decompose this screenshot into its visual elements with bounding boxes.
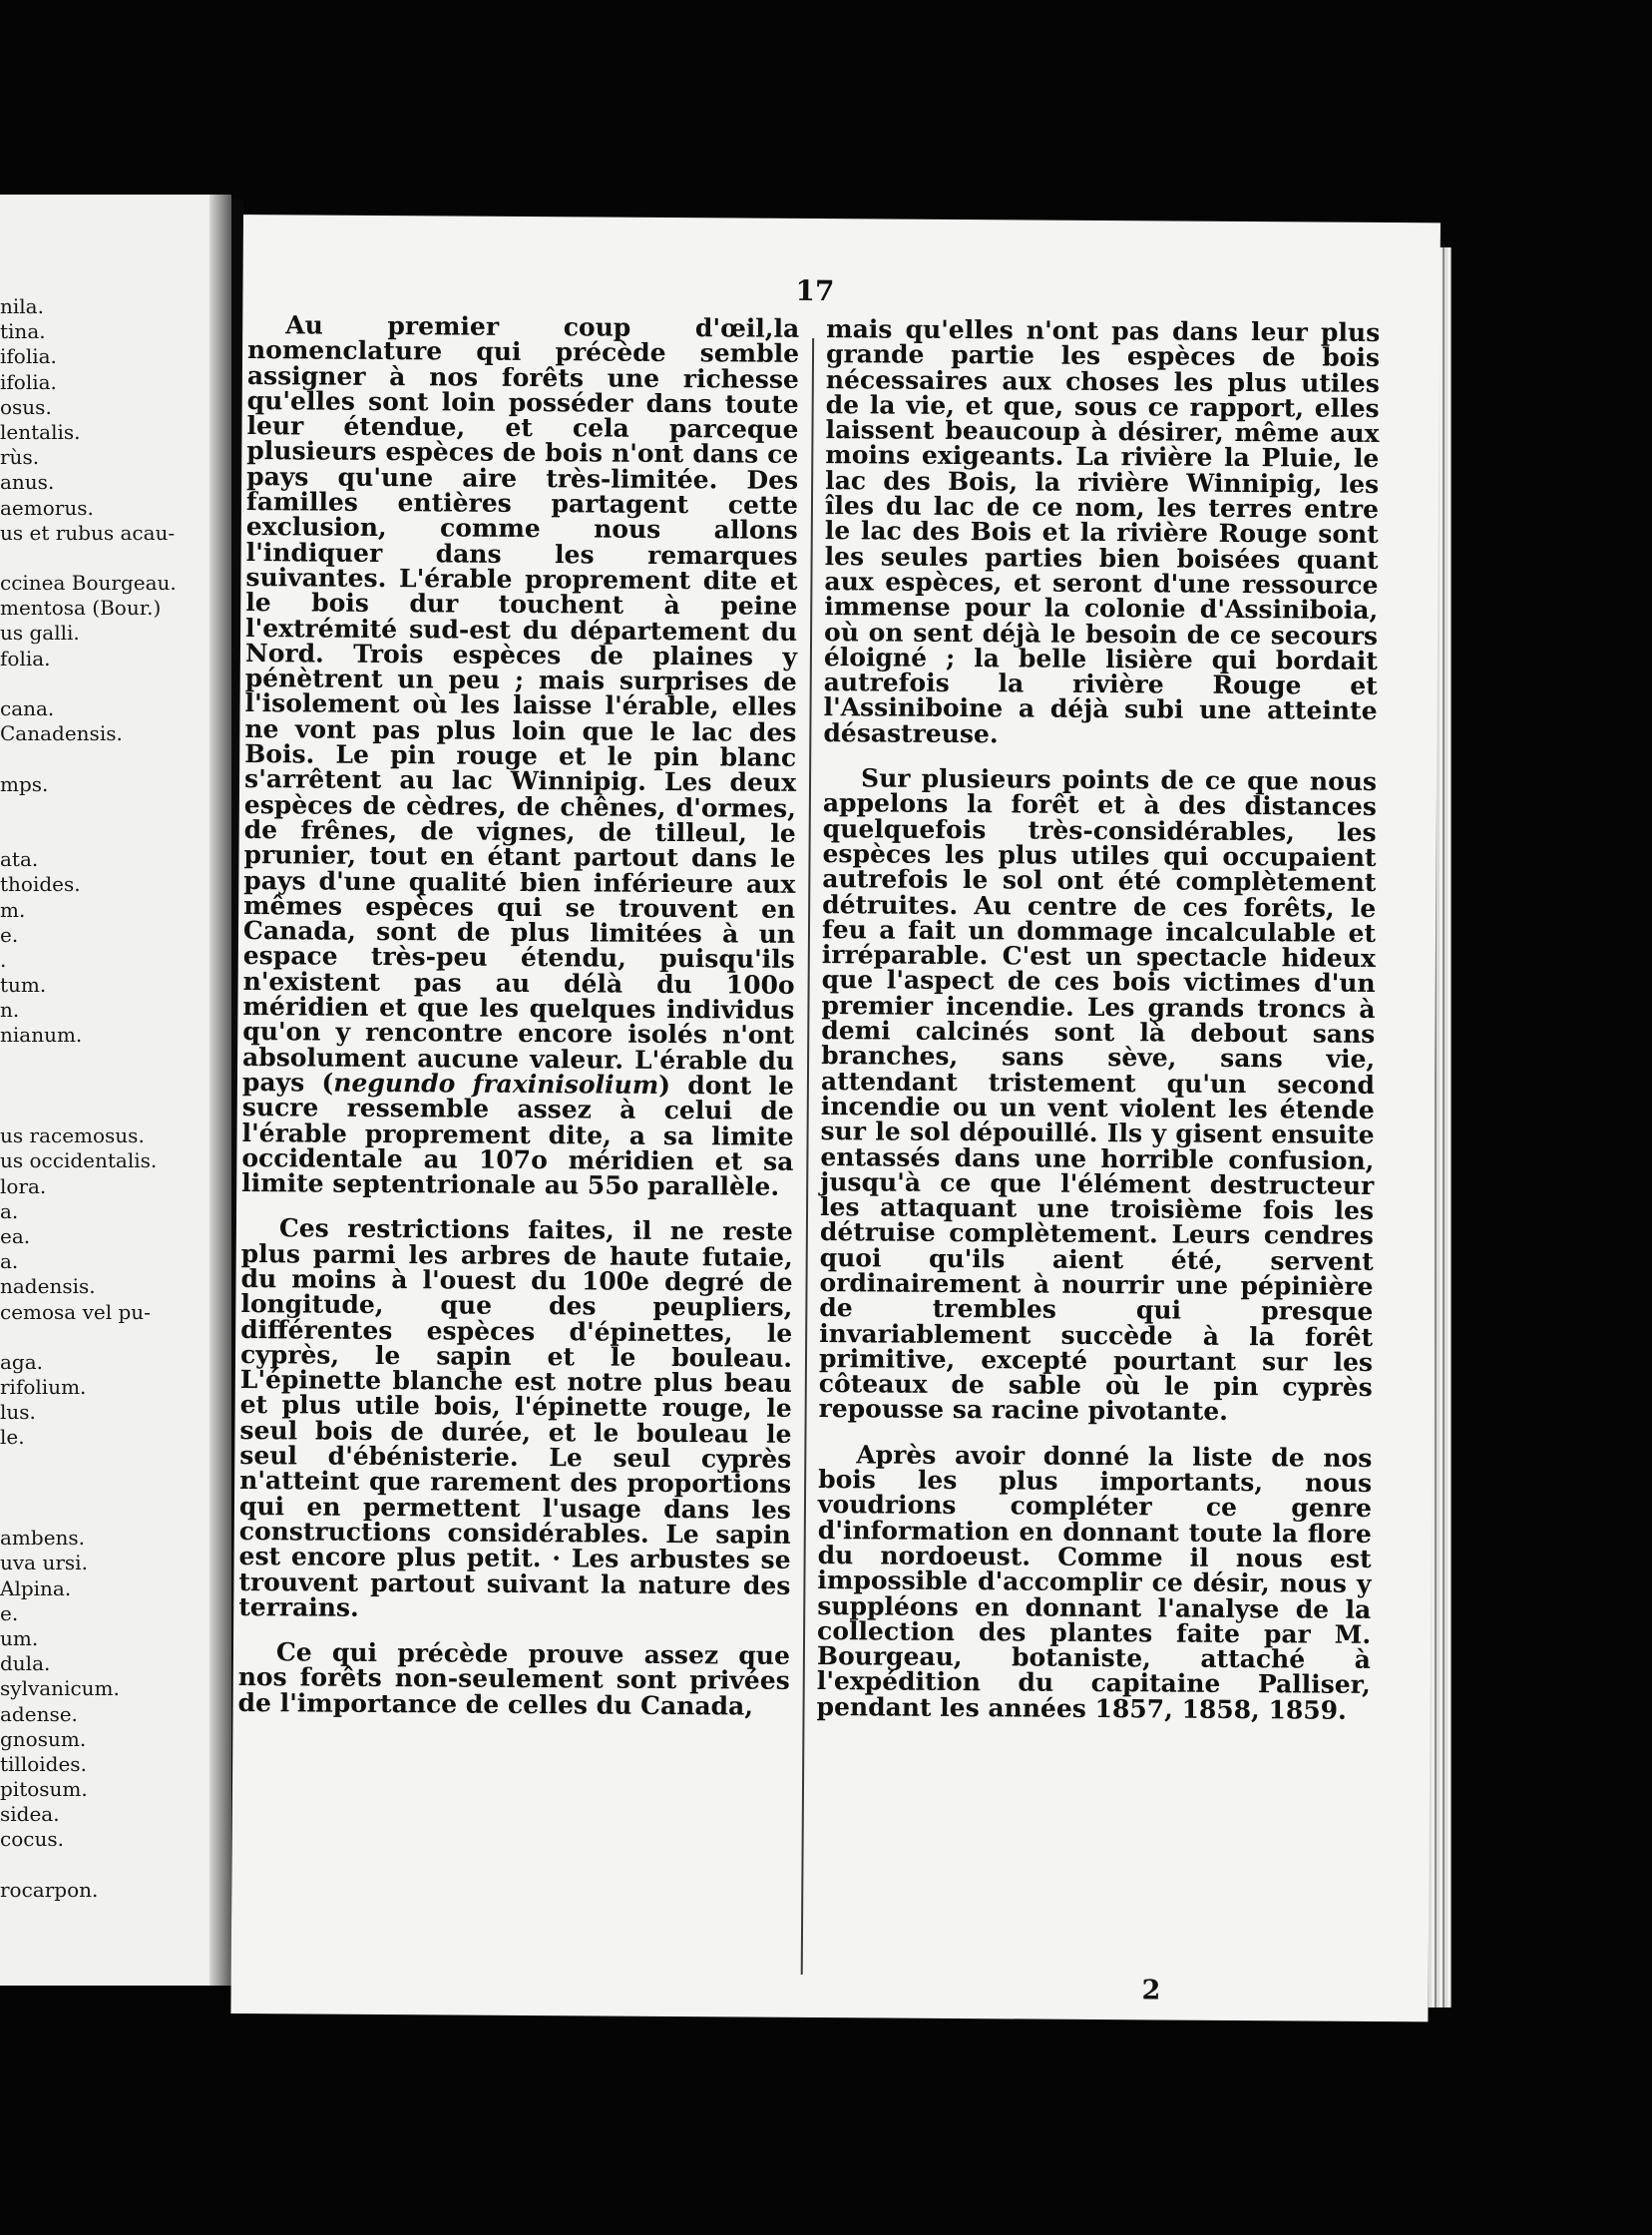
species-list-fragment	[0, 294, 209, 1903]
fragment-line	[0, 1049, 209, 1074]
fragment-line: aga.	[0, 1349, 44, 1374]
fragment-line: m.	[0, 897, 26, 922]
fragment-line: .	[0, 947, 7, 972]
fragment-line: us et rubus acau-	[0, 520, 176, 545]
fragment-line: sidea.	[0, 1802, 60, 1827]
fragment-line: gnosum.	[0, 1726, 87, 1751]
fragment-line	[0, 797, 209, 822]
fragment-line	[0, 671, 209, 696]
fragment-line: mentosa (Bour.)	[0, 596, 162, 621]
fragment-line: a.	[0, 1198, 19, 1223]
fragment-line: lora.	[0, 1173, 47, 1198]
left-column	[237, 312, 799, 1739]
fragment-line: Canadensis.	[0, 721, 123, 746]
fragment-line: cocus.	[0, 1827, 64, 1852]
fragment-line: ifolia.	[0, 344, 57, 369]
paragraph: Ce qui précède prouve assez que nos forêts non-seulement sont privées de l'importance de celles du Canada,	[237, 1637, 791, 1721]
fragment-line	[0, 546, 209, 571]
fragment-line: osus.	[0, 394, 52, 419]
paragraph: mais qu'elles n'ont pas dans leur plus grande partie les espèces de bois nécessaires aux choses les plus utiles de la vie, et que, sous ce rapport, elles laissent beaucoup à désirer, même aux moins exigeants. La rivière la Pluie, le lac des Bois, la rivière Winnipig, les îles du lac de ce nom, les terres entre le lac des Bois et la rivière Rouge sont les seules parties bien boisées quant aux espèces, et seront d'une ressource immense pour la colonie d'Assiniboia, où on sent déjà le besoin de ce secours éloigné ; la belle lisière qui bordait autrefois la rivière Rouge et l'Assiniboine a déjà subi une atteinte désastreuse.	[823, 314, 1381, 749]
signature-mark: 2	[1141, 1975, 1161, 2007]
italic-term: negundo fraxinisolium	[333, 1068, 659, 1100]
fragment-line: tilloides.	[0, 1751, 87, 1776]
fragment-line: e.	[0, 1600, 19, 1625]
fragment-line: le.	[0, 1425, 25, 1450]
fragment-line: ccinea Bourgeau.	[0, 571, 177, 596]
fragment-line: lus.	[0, 1400, 36, 1425]
fragment-line: us racemosus.	[0, 1123, 145, 1148]
fragment-line: nila.	[0, 294, 44, 318]
fragment-line	[0, 746, 209, 771]
page-curve-shadow	[209, 195, 231, 1986]
fragment-line: tum.	[0, 973, 47, 998]
fragment-line: nadensis.	[0, 1274, 96, 1299]
fragment-line	[0, 1099, 209, 1123]
fragment-line: Alpina.	[0, 1575, 72, 1600]
fragment-line	[0, 1853, 209, 1878]
fragment-line: aemorus.	[0, 495, 94, 520]
fragment-line: us occidentalis.	[0, 1148, 158, 1173]
fragment-line: rifolium.	[0, 1375, 87, 1400]
fragment-line: mps.	[0, 771, 49, 796]
fragment-line: ea.	[0, 1223, 31, 1248]
paragraph: Après avoir donné la liste de nos bois les plus importants, nous voudrions compléter ce genre d'information en donnant toute la flore du nordoeust. Comme il nous est impossible d'accomplir ce désir, nous y suppléons en donnant l'analyse de la collection des plantes faite par M. Bourgeau, botaniste, attaché à l'expédition du capitaine Palliser, pendant les années 1857, 1858, 1859.	[816, 1440, 1373, 1725]
right-page	[230, 215, 1441, 2021]
fragment-line: anus.	[0, 470, 55, 495]
fragment-line: thoides.	[0, 872, 81, 897]
fragment-line: cemosa vel pu-	[0, 1299, 151, 1324]
fragment-line: nianum.	[0, 1023, 83, 1048]
fragment-line: dula.	[0, 1651, 51, 1676]
fragment-line	[0, 1451, 209, 1476]
fragment-line: folia.	[0, 646, 51, 670]
fragment-line	[0, 1501, 209, 1526]
fragment-line: a.	[0, 1249, 19, 1274]
fragment-line: n.	[0, 998, 20, 1023]
text-run: Au premier coup d'œil,la nomenclature qui précède semble assigner à nos forêts une richesse qu'elles sont loin posséder dans toute leur étendue, et cela parceque plusieurs espèces de bois n'ont dans ce pays qu'une aire très-limitée. Des familles entières partagent cette exclusion, comme nous allons l'indiquer dans les remarques suivantes. L'érable proprement dite et le bois dur touchent à peine l'extrémité sud-est du département du Nord. Trois espèces de plaines y pénètrent un peu ; mais surprises de l'isolement où les laisse l'érable, elles ne vont pas plus loin que le lac des Bois. Le pin rouge et le pin blanc s'arrêtent au lac Winnipig. Les deux espèces de cèdres, de chênes, d'ormes, de frênes, de vignes, de tilleul, le prunier, tout en étant partout dans le pays d'une qualité bien inférieure aux mêmes espèces qui se trouvent en Canada, sont de plus limitées à un espace très-peu étendu, puisqu'ils n'existent pas au délà du 100o méridien et que les quelques individus qu'on y rencontre encore isolés n'ont absolument aucune valeur. L'érable du pays (	[241, 310, 800, 1098]
paragraph: Ces restrictions faites, il ne reste plus parmi les arbres de haute futaie, du moins à l'ouest du 100e degré de longitude, que des peupliers, différentes espèces d'épinettes, le cyprès, le sapin et le bouleau. L'épinette blanche est notre plus beau et plus utile bois, l'épinette rouge, le seul bois de durée, et le bouleau le seul d'ébénisterie. Le seul cyprès n'atteint que rarement des proportions qui en permettent l'usage dans les constructions considérables. Le sapin est encore plus petit. · Les arbustes se trouvent partout suivant la nature des terrains.	[238, 1213, 793, 1622]
fragment-line: adense.	[0, 1701, 78, 1726]
fragment-line: tina.	[0, 319, 46, 344]
fragment-line	[0, 1476, 209, 1501]
fragment-line	[0, 1074, 209, 1099]
fragment-line: cana.	[0, 696, 55, 720]
fragment-line	[0, 1325, 209, 1350]
fragment-line: uva ursi.	[0, 1551, 88, 1575]
fragment-line: rocarpon.	[0, 1877, 99, 1902]
paragraph: Sur plusieurs points de ce que nous appelons la forêt et à des distances quelquefois très-considérables, les espèces les plus utiles qui occupaient autrefois le sol ont été complètement détruites. Au centre de ces forêts, le feu a fait un dommage incalculable et irréparable. C'est un spectacle hideux que l'aspect de ces bois victimes d'un premier incendie. Les grands troncs à demi calcinés sont là debout sans branches, sans sève, sans vie, attendant tristement qu'un second incendie ou un vent violent les étende sur le sol dépouillé. Ils y gisent ensuite entassés dans une horrible confusion, jusqu'à ce que l'élément destructeur les attaquant une troisième fois les détruise complètement. Leurs cendres quoi qu'ils aient été, servent ordinairement à nourrir une pépinière de trembles qui presque invariablement succède à la forêt primitive, excepté pourtant sur les côteaux de sable où le pin cyprès repousse sa racine pivotante.	[818, 763, 1378, 1427]
fragment-line: lentalis.	[0, 419, 81, 444]
paragraph	[241, 312, 799, 1199]
fragment-line: rùs.	[0, 445, 40, 470]
fragment-line: us galli.	[0, 621, 80, 646]
fragment-line: sylvanicum.	[0, 1676, 120, 1701]
fragment-line: um.	[0, 1625, 39, 1650]
fragment-line: ambens.	[0, 1526, 86, 1551]
right-column	[816, 316, 1380, 1743]
text-run: ) dont le sucre ressemble assez à celui de l'érable proprement dite, a sa limite occidentale au 107o méridien et sa limite septentrionale au 55o parallèle.	[241, 1070, 795, 1201]
column-divider	[801, 338, 814, 1975]
page-number: 17	[795, 273, 835, 308]
fragment-line	[0, 822, 209, 847]
fragment-line: pitosum.	[0, 1777, 88, 1802]
fragment-line: e.	[0, 922, 19, 947]
fragment-line: ifolia.	[0, 369, 57, 394]
left-page-fragment	[0, 195, 231, 1986]
fragment-line: ata.	[0, 847, 39, 872]
